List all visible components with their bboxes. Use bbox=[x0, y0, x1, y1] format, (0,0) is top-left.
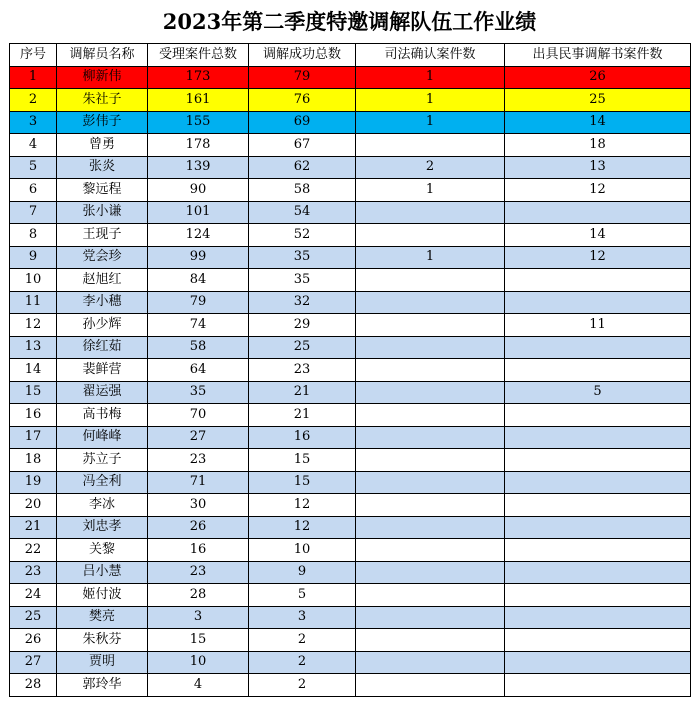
cell-cases-mediated: 67 bbox=[249, 134, 356, 157]
cell-cases-accepted: 71 bbox=[148, 471, 249, 494]
table-row bbox=[10, 336, 691, 359]
cell-index: 22 bbox=[10, 539, 57, 562]
cell-cases-mediated: 12 bbox=[249, 494, 356, 517]
table-row bbox=[10, 629, 691, 652]
cell-cases-mediated: 3 bbox=[249, 606, 356, 629]
cell-judicial-confirmation bbox=[356, 291, 505, 314]
cell-judicial-confirmation bbox=[356, 494, 505, 517]
page-title: 2023年第二季度特邀调解队伍工作业绩 bbox=[162, 9, 537, 34]
cell-mediation-documents bbox=[505, 426, 691, 449]
cell-judicial-confirmation bbox=[356, 134, 505, 157]
cell-mediation-documents bbox=[505, 359, 691, 382]
cell-index: 17 bbox=[10, 426, 57, 449]
cell-index: 8 bbox=[10, 224, 57, 247]
cell-mediation-documents bbox=[505, 494, 691, 517]
table-row bbox=[10, 561, 691, 584]
cell-cases-mediated: 5 bbox=[249, 584, 356, 607]
cell-mediation-documents bbox=[505, 561, 691, 584]
cell-mediator-name: 刘忠孝 bbox=[57, 516, 148, 539]
table-row bbox=[10, 606, 691, 629]
cell-cases-accepted: 16 bbox=[148, 539, 249, 562]
cell-cases-mediated: 79 bbox=[249, 66, 356, 89]
cell-index: 27 bbox=[10, 651, 57, 674]
table-row bbox=[10, 471, 691, 494]
table-row bbox=[10, 584, 691, 607]
cell-cases-accepted: 90 bbox=[148, 179, 249, 202]
header-mediator-name: 调解员名称 bbox=[57, 44, 148, 67]
cell-cases-mediated: 23 bbox=[249, 359, 356, 382]
cell-cases-accepted: 79 bbox=[148, 291, 249, 314]
cell-cases-mediated: 21 bbox=[249, 404, 356, 427]
cell-cases-accepted: 4 bbox=[148, 674, 249, 697]
cell-mediation-documents bbox=[505, 539, 691, 562]
cell-cases-mediated: 2 bbox=[249, 629, 356, 652]
cell-mediator-name: 彭伟子 bbox=[57, 111, 148, 134]
table-row bbox=[10, 539, 691, 562]
cell-mediation-documents: 25 bbox=[505, 89, 691, 112]
header-cases-mediated: 调解成功总数 bbox=[249, 44, 356, 67]
cell-mediation-documents bbox=[505, 606, 691, 629]
table-row bbox=[10, 404, 691, 427]
cell-judicial-confirmation bbox=[356, 651, 505, 674]
cell-judicial-confirmation: 1 bbox=[356, 111, 505, 134]
cell-judicial-confirmation bbox=[356, 606, 505, 629]
cell-index: 28 bbox=[10, 674, 57, 697]
cell-cases-accepted: 161 bbox=[148, 89, 249, 112]
cell-mediation-documents bbox=[505, 449, 691, 472]
cell-cases-accepted: 155 bbox=[148, 111, 249, 134]
cell-mediation-documents bbox=[505, 336, 691, 359]
cell-judicial-confirmation: 1 bbox=[356, 66, 505, 89]
cell-cases-mediated: 2 bbox=[249, 651, 356, 674]
table-row bbox=[10, 359, 691, 382]
table-row bbox=[10, 201, 691, 224]
cell-mediator-name: 赵旭红 bbox=[57, 269, 148, 292]
cell-mediator-name: 冯全利 bbox=[57, 471, 148, 494]
cell-mediator-name: 关黎 bbox=[57, 539, 148, 562]
cell-index: 25 bbox=[10, 606, 57, 629]
table-row bbox=[10, 156, 691, 179]
cell-judicial-confirmation bbox=[356, 336, 505, 359]
cell-cases-accepted: 139 bbox=[148, 156, 249, 179]
cell-mediation-documents bbox=[505, 404, 691, 427]
cell-mediation-documents bbox=[505, 584, 691, 607]
cell-judicial-confirmation bbox=[356, 584, 505, 607]
cell-cases-accepted: 178 bbox=[148, 134, 249, 157]
cell-index: 19 bbox=[10, 471, 57, 494]
cell-cases-mediated: 2 bbox=[249, 674, 356, 697]
cell-cases-accepted: 84 bbox=[148, 269, 249, 292]
header-cases-accepted: 受理案件总数 bbox=[148, 44, 249, 67]
cell-cases-mediated: 9 bbox=[249, 561, 356, 584]
cell-cases-accepted: 3 bbox=[148, 606, 249, 629]
cell-cases-mediated: 54 bbox=[249, 201, 356, 224]
cell-mediation-documents: 26 bbox=[505, 66, 691, 89]
cell-mediation-documents: 12 bbox=[505, 179, 691, 202]
cell-judicial-confirmation bbox=[356, 404, 505, 427]
table-row bbox=[10, 494, 691, 517]
cell-cases-mediated: 35 bbox=[249, 269, 356, 292]
cell-mediator-name: 徐红茹 bbox=[57, 336, 148, 359]
cell-index: 14 bbox=[10, 359, 57, 382]
cell-index: 2 bbox=[10, 89, 57, 112]
cell-cases-accepted: 28 bbox=[148, 584, 249, 607]
cell-mediation-documents bbox=[505, 291, 691, 314]
cell-index: 12 bbox=[10, 314, 57, 337]
cell-mediation-documents: 11 bbox=[505, 314, 691, 337]
cell-cases-accepted: 35 bbox=[148, 381, 249, 404]
cell-index: 20 bbox=[10, 494, 57, 517]
cell-mediation-documents: 18 bbox=[505, 134, 691, 157]
cell-mediator-name: 张炎 bbox=[57, 156, 148, 179]
cell-mediation-documents: 5 bbox=[505, 381, 691, 404]
cell-index: 24 bbox=[10, 584, 57, 607]
cell-index: 1 bbox=[10, 66, 57, 89]
table-row bbox=[10, 269, 691, 292]
cell-cases-accepted: 30 bbox=[148, 494, 249, 517]
cell-judicial-confirmation: 1 bbox=[356, 246, 505, 269]
cell-mediator-name: 姬付波 bbox=[57, 584, 148, 607]
cell-index: 6 bbox=[10, 179, 57, 202]
cell-cases-mediated: 62 bbox=[249, 156, 356, 179]
cell-index: 26 bbox=[10, 629, 57, 652]
cell-judicial-confirmation bbox=[356, 561, 505, 584]
cell-index: 23 bbox=[10, 561, 57, 584]
table-row bbox=[10, 134, 691, 157]
cell-cases-accepted: 64 bbox=[148, 359, 249, 382]
cell-mediation-documents: 14 bbox=[505, 224, 691, 247]
cell-cases-mediated: 15 bbox=[249, 471, 356, 494]
table-row bbox=[10, 224, 691, 247]
cell-cases-mediated: 32 bbox=[249, 291, 356, 314]
table-row bbox=[10, 381, 691, 404]
cell-cases-accepted: 23 bbox=[148, 449, 249, 472]
cell-cases-accepted: 15 bbox=[148, 629, 249, 652]
cell-cases-mediated: 16 bbox=[249, 426, 356, 449]
table-row bbox=[10, 449, 691, 472]
cell-mediator-name: 何峰峰 bbox=[57, 426, 148, 449]
cell-index: 21 bbox=[10, 516, 57, 539]
cell-index: 5 bbox=[10, 156, 57, 179]
cell-mediation-documents bbox=[505, 471, 691, 494]
cell-cases-accepted: 27 bbox=[148, 426, 249, 449]
cell-mediator-name: 裴鲜营 bbox=[57, 359, 148, 382]
cell-mediator-name: 吕小慧 bbox=[57, 561, 148, 584]
table-row bbox=[10, 66, 691, 89]
cell-mediation-documents bbox=[505, 629, 691, 652]
cell-mediator-name: 翟运强 bbox=[57, 381, 148, 404]
cell-index: 4 bbox=[10, 134, 57, 157]
cell-judicial-confirmation: 1 bbox=[356, 179, 505, 202]
cell-cases-mediated: 35 bbox=[249, 246, 356, 269]
cell-judicial-confirmation bbox=[356, 201, 505, 224]
cell-mediation-documents bbox=[505, 674, 691, 697]
cell-index: 10 bbox=[10, 269, 57, 292]
cell-cases-accepted: 23 bbox=[148, 561, 249, 584]
cell-mediator-name: 苏立子 bbox=[57, 449, 148, 472]
cell-cases-accepted: 101 bbox=[148, 201, 249, 224]
cell-cases-mediated: 15 bbox=[249, 449, 356, 472]
table-row bbox=[10, 179, 691, 202]
cell-index: 11 bbox=[10, 291, 57, 314]
table-row bbox=[10, 314, 691, 337]
table-row bbox=[10, 651, 691, 674]
cell-index: 16 bbox=[10, 404, 57, 427]
cell-cases-mediated: 25 bbox=[249, 336, 356, 359]
cell-cases-accepted: 99 bbox=[148, 246, 249, 269]
cell-judicial-confirmation: 1 bbox=[356, 89, 505, 112]
cell-cases-mediated: 29 bbox=[249, 314, 356, 337]
header-judicial-confirmation: 司法确认案件数 bbox=[356, 44, 505, 67]
performance-table bbox=[9, 43, 691, 697]
cell-cases-accepted: 10 bbox=[148, 651, 249, 674]
cell-mediator-name: 黎远程 bbox=[57, 179, 148, 202]
cell-mediator-name: 高书梅 bbox=[57, 404, 148, 427]
cell-mediator-name: 柳新伟 bbox=[57, 66, 148, 89]
cell-mediation-documents: 14 bbox=[505, 111, 691, 134]
cell-judicial-confirmation bbox=[356, 269, 505, 292]
cell-mediator-name: 李冰 bbox=[57, 494, 148, 517]
cell-index: 15 bbox=[10, 381, 57, 404]
cell-cases-mediated: 10 bbox=[249, 539, 356, 562]
cell-judicial-confirmation bbox=[356, 381, 505, 404]
cell-mediator-name: 贾明 bbox=[57, 651, 148, 674]
cell-cases-mediated: 69 bbox=[249, 111, 356, 134]
cell-judicial-confirmation bbox=[356, 471, 505, 494]
cell-cases-accepted: 74 bbox=[148, 314, 249, 337]
cell-cases-accepted: 58 bbox=[148, 336, 249, 359]
cell-cases-accepted: 26 bbox=[148, 516, 249, 539]
cell-cases-accepted: 173 bbox=[148, 66, 249, 89]
cell-mediator-name: 朱秋芬 bbox=[57, 629, 148, 652]
cell-mediator-name: 曾勇 bbox=[57, 134, 148, 157]
cell-cases-mediated: 52 bbox=[249, 224, 356, 247]
table-row bbox=[10, 246, 691, 269]
cell-mediator-name: 李小穗 bbox=[57, 291, 148, 314]
cell-judicial-confirmation bbox=[356, 674, 505, 697]
cell-judicial-confirmation bbox=[356, 224, 505, 247]
cell-mediator-name: 朱社子 bbox=[57, 89, 148, 112]
cell-cases-mediated: 12 bbox=[249, 516, 356, 539]
cell-mediation-documents bbox=[505, 651, 691, 674]
cell-judicial-confirmation bbox=[356, 539, 505, 562]
cell-judicial-confirmation: 2 bbox=[356, 156, 505, 179]
cell-mediator-name: 郭玲华 bbox=[57, 674, 148, 697]
cell-judicial-confirmation bbox=[356, 449, 505, 472]
cell-index: 9 bbox=[10, 246, 57, 269]
cell-index: 7 bbox=[10, 201, 57, 224]
cell-mediator-name: 孙少辉 bbox=[57, 314, 148, 337]
table-row bbox=[10, 111, 691, 134]
cell-mediator-name: 王现子 bbox=[57, 224, 148, 247]
cell-judicial-confirmation bbox=[356, 426, 505, 449]
cell-judicial-confirmation bbox=[356, 359, 505, 382]
table-row bbox=[10, 426, 691, 449]
cell-cases-mediated: 21 bbox=[249, 381, 356, 404]
cell-mediation-documents bbox=[505, 269, 691, 292]
cell-mediator-name: 樊亮 bbox=[57, 606, 148, 629]
table-row bbox=[10, 516, 691, 539]
header-index: 序号 bbox=[10, 44, 57, 67]
cell-judicial-confirmation bbox=[356, 629, 505, 652]
table-row bbox=[10, 89, 691, 112]
cell-judicial-confirmation bbox=[356, 516, 505, 539]
cell-cases-mediated: 76 bbox=[249, 89, 356, 112]
cell-cases-accepted: 124 bbox=[148, 224, 249, 247]
header-mediation-documents: 出具民事调解书案件数 bbox=[505, 44, 691, 67]
cell-mediator-name: 张小谦 bbox=[57, 201, 148, 224]
cell-mediation-documents: 13 bbox=[505, 156, 691, 179]
cell-index: 13 bbox=[10, 336, 57, 359]
table-row bbox=[10, 674, 691, 697]
cell-mediator-name: 党会珍 bbox=[57, 246, 148, 269]
cell-cases-accepted: 70 bbox=[148, 404, 249, 427]
cell-cases-mediated: 58 bbox=[249, 179, 356, 202]
cell-index: 18 bbox=[10, 449, 57, 472]
cell-mediation-documents bbox=[505, 516, 691, 539]
cell-mediation-documents: 12 bbox=[505, 246, 691, 269]
header-row bbox=[10, 44, 691, 67]
cell-judicial-confirmation bbox=[356, 314, 505, 337]
cell-mediation-documents bbox=[505, 201, 691, 224]
table-row bbox=[10, 291, 691, 314]
cell-index: 3 bbox=[10, 111, 57, 134]
